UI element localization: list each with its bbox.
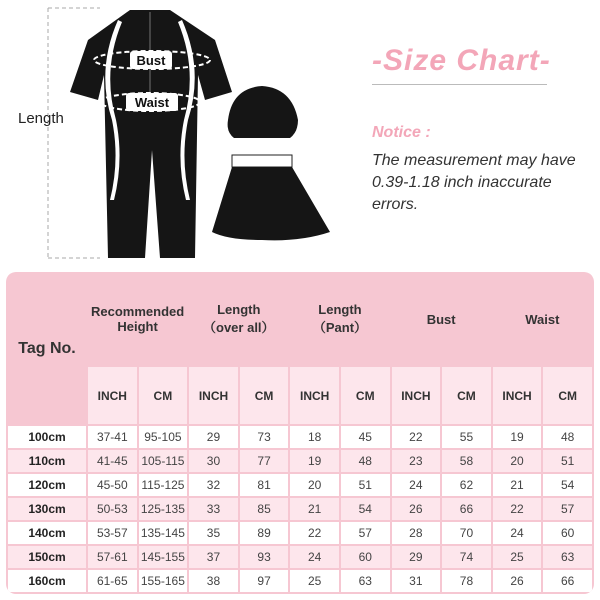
table-cell: 19	[290, 450, 339, 472]
table-cell: 105-115	[139, 450, 188, 472]
table-cell: 58	[442, 450, 491, 472]
page-title: -Size Chart-	[372, 44, 551, 77]
group-header-length-pant: Length （Pant）	[290, 274, 389, 365]
table-cell: 26	[392, 498, 441, 520]
table-cell: 54	[543, 474, 592, 496]
table-cell: 25	[290, 570, 339, 592]
table-cell: 24	[290, 546, 339, 568]
unit-header: CM	[139, 367, 188, 425]
unit-header: CM	[341, 367, 390, 425]
row-tag: 140cm	[8, 522, 86, 544]
table-cell: 57	[341, 522, 390, 544]
table-cell: 60	[543, 522, 592, 544]
table-cell: 29	[392, 546, 441, 568]
table-row	[8, 426, 592, 448]
table-cell: 81	[240, 474, 289, 496]
table-cell: 93	[240, 546, 289, 568]
table-cell: 61-65	[88, 570, 137, 592]
table-cell: 145-155	[139, 546, 188, 568]
table-cell: 95-105	[139, 426, 188, 448]
table-cell: 48	[543, 426, 592, 448]
table-cell: 54	[341, 498, 390, 520]
table-body	[8, 426, 592, 592]
unit-header: CM	[442, 367, 491, 425]
group-header-length-overall: Length （over all）	[189, 274, 288, 365]
notice-label: Notice :	[372, 124, 431, 141]
table-cell: 37-41	[88, 426, 137, 448]
table-cell: 26	[493, 570, 542, 592]
table-cell: 115-125	[139, 474, 188, 496]
table-cell: 77	[240, 450, 289, 472]
table-cell: 23	[392, 450, 441, 472]
unit-header: CM	[543, 367, 592, 425]
unit-header: CM	[240, 367, 289, 425]
table-cell: 29	[189, 426, 238, 448]
table-cell: 20	[493, 450, 542, 472]
table-cell: 53-57	[88, 522, 137, 544]
table-row	[8, 546, 592, 568]
table-cell: 51	[341, 474, 390, 496]
unit-header: INCH	[189, 367, 238, 425]
table-cell: 51	[543, 450, 592, 472]
table-row	[8, 498, 592, 520]
group-header-bust: Bust	[392, 274, 491, 365]
table-cell: 57-61	[88, 546, 137, 568]
table-cell: 70	[442, 522, 491, 544]
table-cell: 22	[392, 426, 441, 448]
table-cell: 22	[493, 498, 542, 520]
table-cell: 35	[189, 522, 238, 544]
table-cell: 66	[543, 570, 592, 592]
table-cell: 38	[189, 570, 238, 592]
table-cell: 33	[189, 498, 238, 520]
unit-header: INCH	[290, 367, 339, 425]
row-tag: 160cm	[8, 570, 86, 592]
row-tag: 130cm	[8, 498, 86, 520]
table-cell: 125-135	[139, 498, 188, 520]
table-cell: 19	[493, 426, 542, 448]
table-cell: 89	[240, 522, 289, 544]
table-cell: 45	[341, 426, 390, 448]
group-header-waist: Waist	[493, 274, 592, 365]
tag-header: Tag No.	[8, 274, 86, 424]
title-divider	[372, 84, 547, 85]
table-cell: 45-50	[88, 474, 137, 496]
table-cell: 63	[543, 546, 592, 568]
table-cell: 60	[341, 546, 390, 568]
table-cell: 24	[392, 474, 441, 496]
table-cell: 62	[442, 474, 491, 496]
skirt-image	[212, 167, 330, 240]
table-cell: 50-53	[88, 498, 137, 520]
table-cell: 31	[392, 570, 441, 592]
table-cell: 66	[442, 498, 491, 520]
table-row	[8, 474, 592, 496]
table-cell: 97	[240, 570, 289, 592]
row-tag: 100cm	[8, 426, 86, 448]
row-tag: 150cm	[8, 546, 86, 568]
table-cell: 22	[290, 522, 339, 544]
table-cell: 21	[290, 498, 339, 520]
row-tag: 110cm	[8, 450, 86, 472]
table-cell: 30	[189, 450, 238, 472]
row-tag: 120cm	[8, 474, 86, 496]
table-cell: 28	[392, 522, 441, 544]
table-cell: 55	[442, 426, 491, 448]
product-illustration	[0, 0, 340, 265]
unit-header: INCH	[493, 367, 542, 425]
table-cell: 25	[493, 546, 542, 568]
table-cell: 57	[543, 498, 592, 520]
unit-header: INCH	[392, 367, 441, 425]
unit-header: INCH	[88, 367, 137, 425]
notice-text: The measurement may have 0.39-1.18 inch inaccurate errors.	[372, 152, 576, 213]
table-cell: 41-45	[88, 450, 137, 472]
table-row	[8, 570, 592, 592]
table-cell: 32	[189, 474, 238, 496]
table-cell: 20	[290, 474, 339, 496]
table-cell: 85	[240, 498, 289, 520]
cap-image	[228, 86, 298, 138]
size-table	[6, 272, 594, 594]
table-cell: 63	[341, 570, 390, 592]
table-cell: 21	[493, 474, 542, 496]
table-cell: 37	[189, 546, 238, 568]
bust-label: Bust	[136, 53, 166, 68]
table-cell: 74	[442, 546, 491, 568]
table-cell: 24	[493, 522, 542, 544]
waist-label: Waist	[134, 95, 170, 110]
table-row	[8, 450, 592, 472]
group-header-height: Recommended Height	[88, 274, 187, 365]
length-label: Length	[18, 110, 64, 127]
table-cell: 135-145	[139, 522, 188, 544]
table-cell: 73	[240, 426, 289, 448]
swimsuit-image	[0, 0, 340, 265]
table-cell: 48	[341, 450, 390, 472]
table-cell: 78	[442, 570, 491, 592]
table-row	[8, 522, 592, 544]
table-cell: 155-165	[139, 570, 188, 592]
table-cell: 18	[290, 426, 339, 448]
